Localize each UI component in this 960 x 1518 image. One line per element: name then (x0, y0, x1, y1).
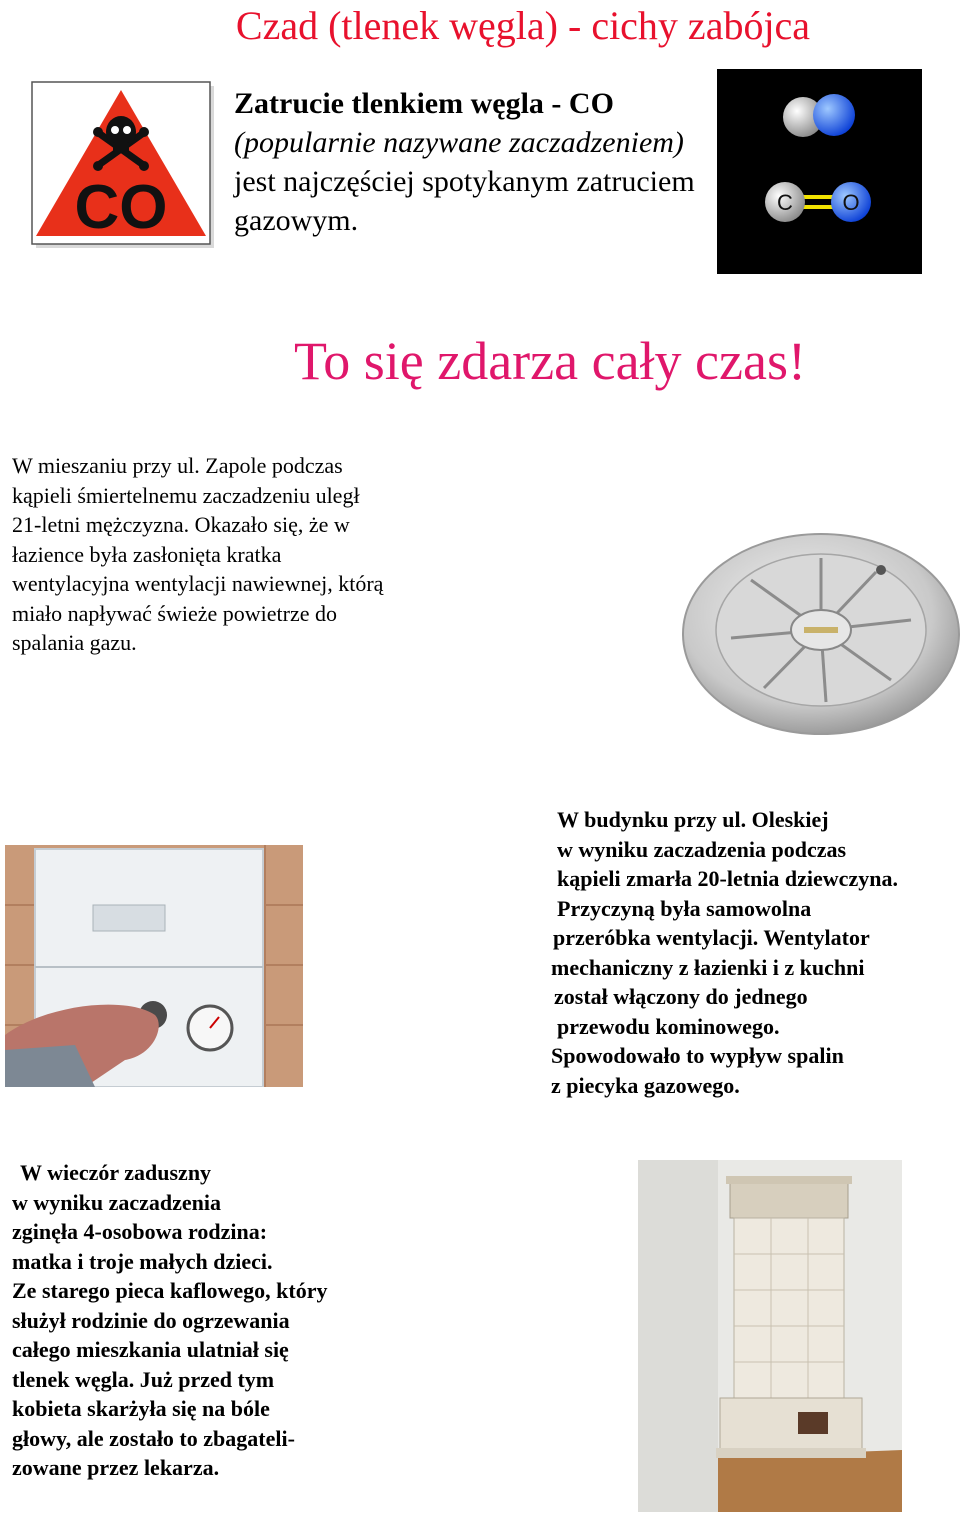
slogan: To się zdarza cały czas! (294, 331, 806, 391)
story3-line: zowane przez lekarza. (12, 1455, 220, 1480)
atom-o-label: O (842, 190, 860, 215)
story3-line: Ze starego pieca kaflowego, który (12, 1278, 328, 1303)
story2-line: został włączony do jednego (554, 984, 808, 1009)
story3-line: głowy, ale zostało to zbagateli- (12, 1425, 295, 1451)
story2-line: przeróbka wentylacji. Wentylator (553, 925, 870, 950)
intro-paragraph (234, 84, 704, 240)
story3-line: matka i troje małych dzieci. (12, 1248, 273, 1274)
story2-line: przewodu kominowego. (557, 1013, 780, 1039)
ventilation-grille-photo (676, 530, 960, 742)
story2-line: W budynku przy ul. Oleskiej (557, 807, 829, 832)
story3-line: zginęła 4-osobowa rodzina: (12, 1219, 268, 1244)
co-molecule-image (717, 69, 922, 274)
story2-line: Spowodowało to wypływ spalin (551, 1043, 844, 1068)
tiled-stove-photo (638, 1160, 902, 1512)
story2-line: mechaniczny z łazienki i z kuchni (551, 954, 865, 980)
story3-line: w wyniku zaczadzenia (12, 1189, 221, 1215)
story3-line: W wieczór zaduszny (20, 1160, 212, 1185)
story-wieczor-zaduszny (12, 1158, 412, 1483)
story-zapole: W mieszaniu przy ul. Zapole podczas kąpieli śmiertelnemu zaczadzeniu uległ 21-letni mężczyzna. Okazało się, że w łazience była zasłonięta kratka wentylacyjna wentylacji nawiewnej, którą miało napływać świeże powietrze do spalania gazu. (12, 453, 384, 655)
story3-line: kobieta skarżyła się na bóle (12, 1396, 270, 1421)
story2-line: z piecyka gazowego. (551, 1072, 740, 1098)
story3-line: całego mieszkania ulatniał się (12, 1337, 289, 1362)
story3-line: tlenek węgla. Już przed tym (12, 1366, 275, 1392)
story2-line: kąpieli zmarła 20-letnia dziewczyna. (557, 866, 898, 891)
story-oleska (551, 805, 960, 1100)
co-warning-sign (30, 80, 216, 250)
atom-c-label: C (777, 190, 793, 215)
co-sign-label: CO (74, 173, 168, 242)
intro-aka: (popularnie nazywane zaczadzeniem) (234, 126, 684, 159)
gas-boiler-photo (5, 845, 303, 1087)
story2-line: Przyczyną była samowolna (557, 895, 812, 921)
story3-line: służył rodzinie do ogrzewania (12, 1307, 290, 1333)
intro-lead: Zatrucie tlenkiem węgla - CO (234, 87, 614, 120)
story2-line: w wyniku zaczadzenia podczas (557, 836, 847, 862)
intro-rest: jest najczęściej spotykanym zatruciem gazowym. (234, 165, 695, 237)
page-title: Czad (tlenek węgla) - cichy zabójca (235, 3, 811, 48)
